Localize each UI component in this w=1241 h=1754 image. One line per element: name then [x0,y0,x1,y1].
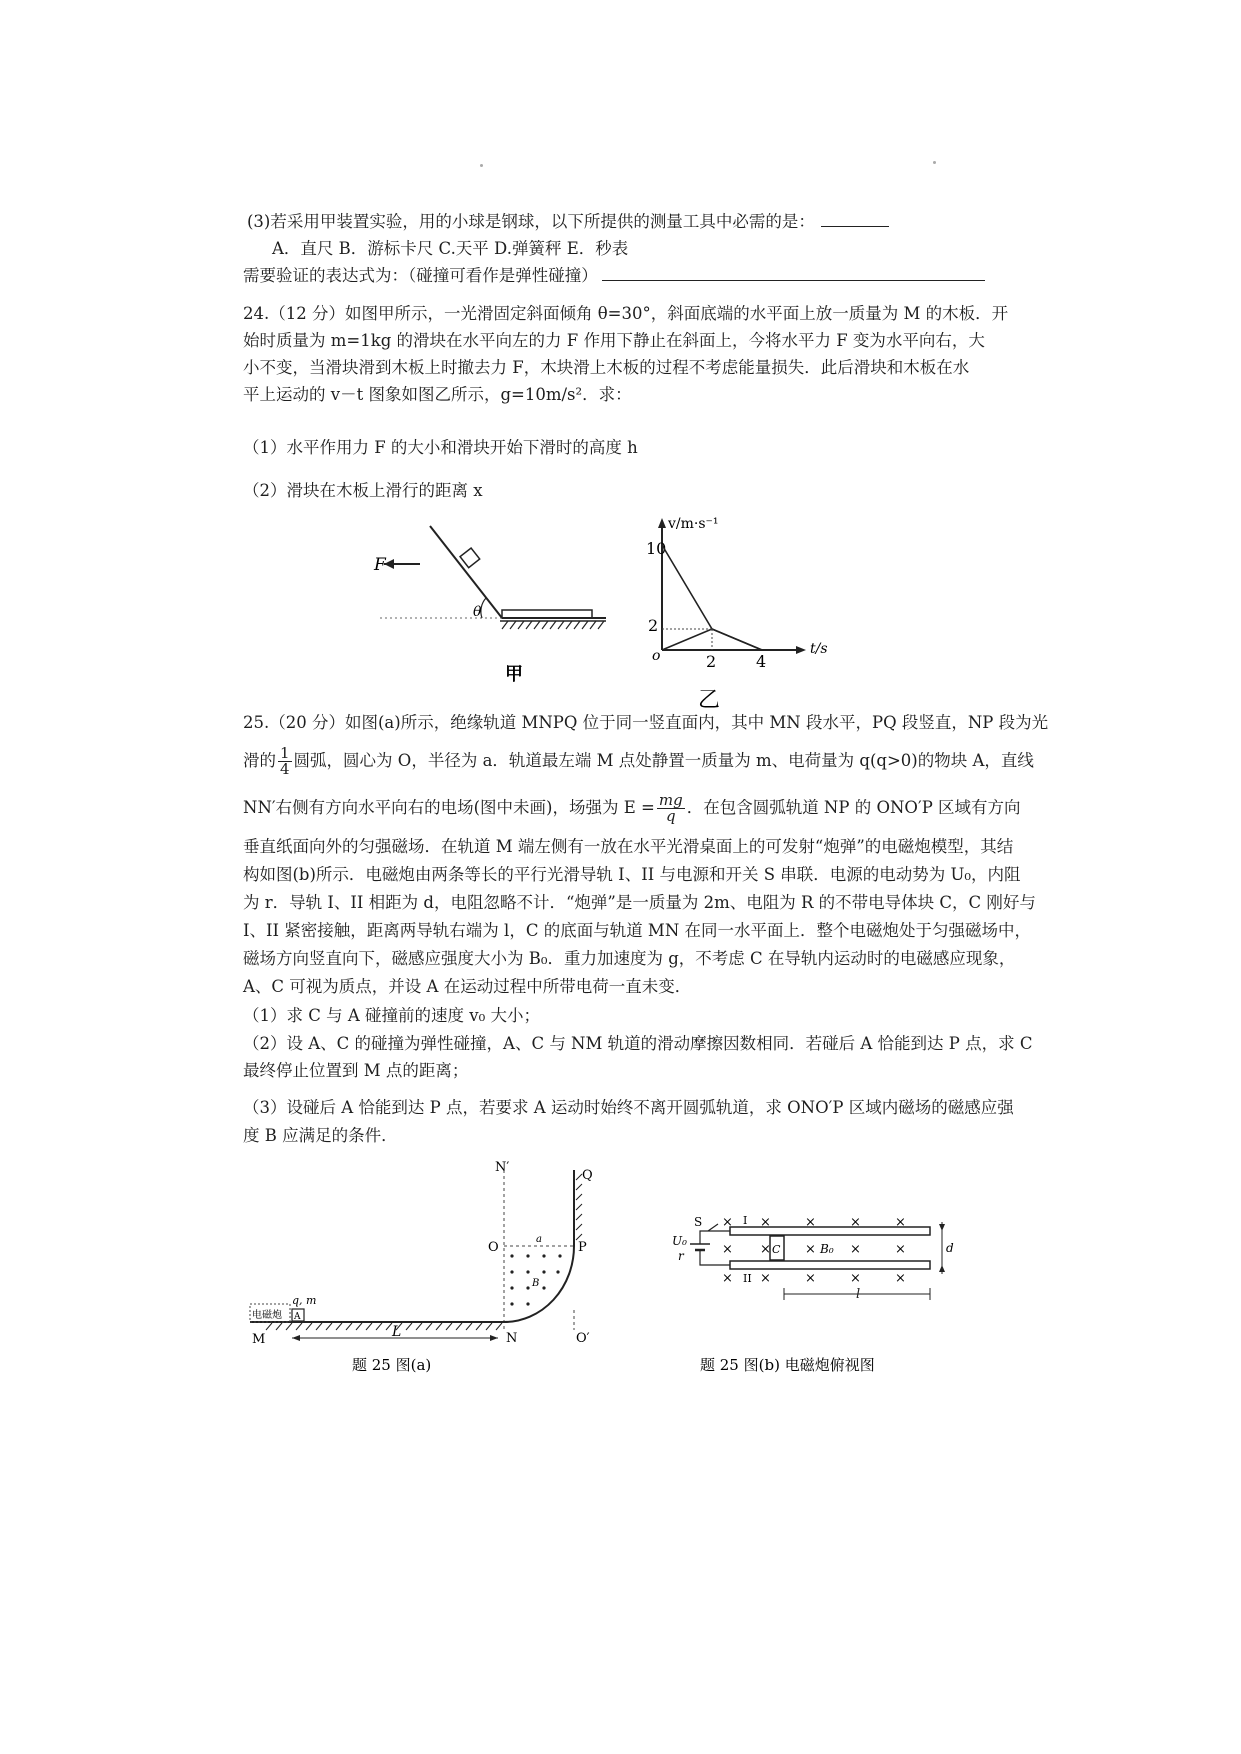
svg-text:×: × [722,1271,733,1286]
label-N: N [506,1331,518,1346]
label-A: A [294,1312,301,1322]
scan-speck [480,164,483,167]
label-Q: Q [582,1168,593,1183]
svg-text:×: × [850,1215,861,1230]
label-l: l [856,1287,861,1302]
caption-jia: 甲 [505,664,523,685]
dimension-arrow [490,1335,498,1341]
caption-yi: 乙 [698,688,721,713]
x-tick-label: 2 [706,652,717,671]
q25-line-8: 磁场方向竖直向下，磁感应强度大小为 B₀．重力加速度为 g，不考虑 C 在导轨内运动时的电磁感应现象， [243,949,1016,968]
incline-line [430,526,502,618]
q25-line-2 [243,746,1034,777]
scan-speck [933,161,936,164]
label-B: B [532,1278,540,1289]
svg-text:×: × [895,1215,906,1230]
label-C: C [772,1243,781,1256]
label-O: O [488,1240,499,1255]
svg-text:×: × [722,1215,733,1230]
answer-blank [602,266,985,281]
label-P: P [578,1240,587,1255]
rail-II [730,1261,930,1269]
dimension-arrow [939,1224,945,1231]
q24-sub-2: （2）滑块在木板上滑行的距离 x [243,481,483,500]
q24-line-4: 平上运动的 v－t 图象如图乙所示，g=10m/s²．求： [243,385,632,404]
q23-part3-text: (3)若采用甲装置实验，用的小球是钢球，以下所提供的测量工具中必需的是： [247,212,815,231]
ground-hatch [500,621,606,629]
x-axis-label: t/s [810,641,828,657]
svg-text:×: × [722,1242,733,1257]
q25-line-9: A、C 可视为质点，并设 A 在运动过程中所带电荷一直未变． [243,977,692,996]
fraction-numerator: mg [658,791,683,809]
y-axis-arrow [658,518,666,528]
label-d: d [946,1241,954,1255]
svg-text:×: × [895,1242,906,1257]
label-Nprime: N′ [495,1160,510,1175]
q23-part3 [247,211,889,233]
figure-jia [374,520,620,700]
label-F: F [374,555,386,575]
label-S: S [694,1215,703,1229]
angle-arc [481,598,486,618]
caption-25b: 题 25 图(b) 电磁炮俯视图 [700,1356,875,1374]
q23-expression [243,265,985,287]
figure-25a [240,1160,640,1380]
figure-25b [660,1200,980,1380]
q25-line-7: I、II 紧密接触，距离两导轨右端为 l，C 的底面与轨道 MN 在同一水平面上．整个电磁炮处于匀强磁场中， [243,921,1032,940]
svg-text:×: × [805,1215,816,1230]
svg-text:×: × [850,1242,861,1257]
svg-text:×: × [760,1271,771,1286]
q25-line-4: 垂直纸面向外的匀强磁场．在轨道 M 端左侧有一放在水平光滑桌面上的可发射“炮弹”的电磁炮模型，其结 [243,837,1014,856]
board [502,610,592,618]
label-theta: θ [473,604,482,620]
q25-sub-3a: （3）设碰后 A 恰能到达 P 点，若要求 A 运动时始终不离开圆弧轨道，求 ONO′P 区域内磁场的磁感应强 [243,1098,1014,1117]
fraction-denominator: 4 [280,760,290,778]
label-B0: B₀ [820,1242,834,1256]
q25-line-2a: 滑的 [243,751,276,770]
label-gun: 电磁炮 [252,1310,282,1321]
q25-line-3 [243,793,1021,824]
fraction-denominator: q [665,807,676,825]
dimension-arrow [292,1335,300,1341]
label-I: I [743,1214,748,1227]
label-M: M [252,1332,266,1347]
q25-sub-2b: 最终停止位置到 M 点的距离； [243,1061,469,1080]
q23-expression-text: 需要验证的表达式为：（碰撞可看作是弹性碰撞） [243,266,598,285]
fraction-numerator: 1 [280,744,290,762]
q25-sub-1: （1）求 C 与 A 碰撞前的速度 v₀ 大小； [243,1006,540,1025]
q24-line-3: 小不变，当滑块滑到木板上时撤去力 F，木块滑上木板的过程不考虑能量损失．此后滑块和木板在水 [243,358,970,377]
q24-line-1: 24.（12 分）如图甲所示，一光滑固定斜面倾角 θ=30°，斜面底端的水平面上放一质量为 M 的木板．开 [243,304,1009,323]
q24-sub-1: （1）水平作用力 F 的大小和滑块开始下滑时的高度 h [243,438,638,457]
answer-blank [821,212,889,227]
x-tick-label: 4 [756,652,767,671]
q25-line-5: 构如图(b)所示．电磁炮由两条等长的平行光滑导轨 I、II 与电源和开关 S 串联．电源的电动势为 U₀，内阻 [243,865,1021,884]
q25-line-6: 为 r．导轨 I、II 相距为 d，电阻忽略不计．“炮弹”是一质量为 2m、电阻为 R 的不带电导体块 C，C 刚好与 [243,893,1036,912]
q25-line-3b: ．在包含圆弧轨道 NP 的 ONO′P 区域有方向 [686,798,1021,817]
q24-line-2: 始时质量为 m=1kg 的滑块在水平向左的力 F 作用下静止在斜面上，今将水平力 F 变为水平向右，大 [243,331,985,350]
figure-yi-vt-graph [640,510,840,713]
slider-block [460,548,480,568]
q25-line-1: 25.（20 分）如图(a)所示，绝缘轨道 MNPQ 位于同一竖直面内，其中 MN 段水平，PQ 段竖直，NP 段为光 [243,713,1049,732]
svg-text:×: × [760,1242,771,1257]
q25-line-3a: NN′右侧有方向水平向右的电场(图中未画)，场强为 E = [243,798,655,817]
label-U0: U₀ [672,1234,687,1248]
fraction-quarter [278,746,292,777]
label-II: II [743,1272,752,1285]
label-qm: q, m [292,1294,317,1307]
y-tick-label: 2 [648,616,659,635]
label-Oprime: O′ [576,1331,590,1346]
q25-sub-3b: 度 B 应满足的条件． [243,1126,398,1145]
q25-sub-2a: （2）设 A、C 的碰撞为弹性碰撞，A、C 与 NM 轨道的滑动摩擦因数相同．若碰后 A 恰能到达 P 点，求 C [243,1034,1033,1053]
switch-S [708,1224,718,1231]
q25-line-2b: 圆弧，圆心为 O，半径为 a．轨道最左端 M 点处静置一质量为 m、电荷量为 q(q>0)的物块 A，直线 [293,751,1034,770]
q23-options: A．直尺 B．游标卡尺 C.天平 D.弹簧秤 E．秒表 [272,239,629,258]
caption-25a: 题 25 图(a) [352,1356,432,1374]
dimension-arrow [939,1265,945,1272]
label-r: r [678,1249,684,1263]
y-tick-label: 10 [646,539,667,558]
fraction-mg-over-q [657,793,685,824]
y-axis-label: v/m·s⁻¹ [668,516,719,532]
svg-text:×: × [850,1271,861,1286]
label-a: a [536,1234,542,1245]
svg-text:×: × [760,1215,771,1230]
svg-text:×: × [895,1271,906,1286]
svg-text:×: × [805,1271,816,1286]
label-L: L [392,1324,402,1340]
x-axis-arrow [796,646,806,654]
svg-text:×: × [805,1242,816,1257]
origin-label: o [652,648,661,664]
